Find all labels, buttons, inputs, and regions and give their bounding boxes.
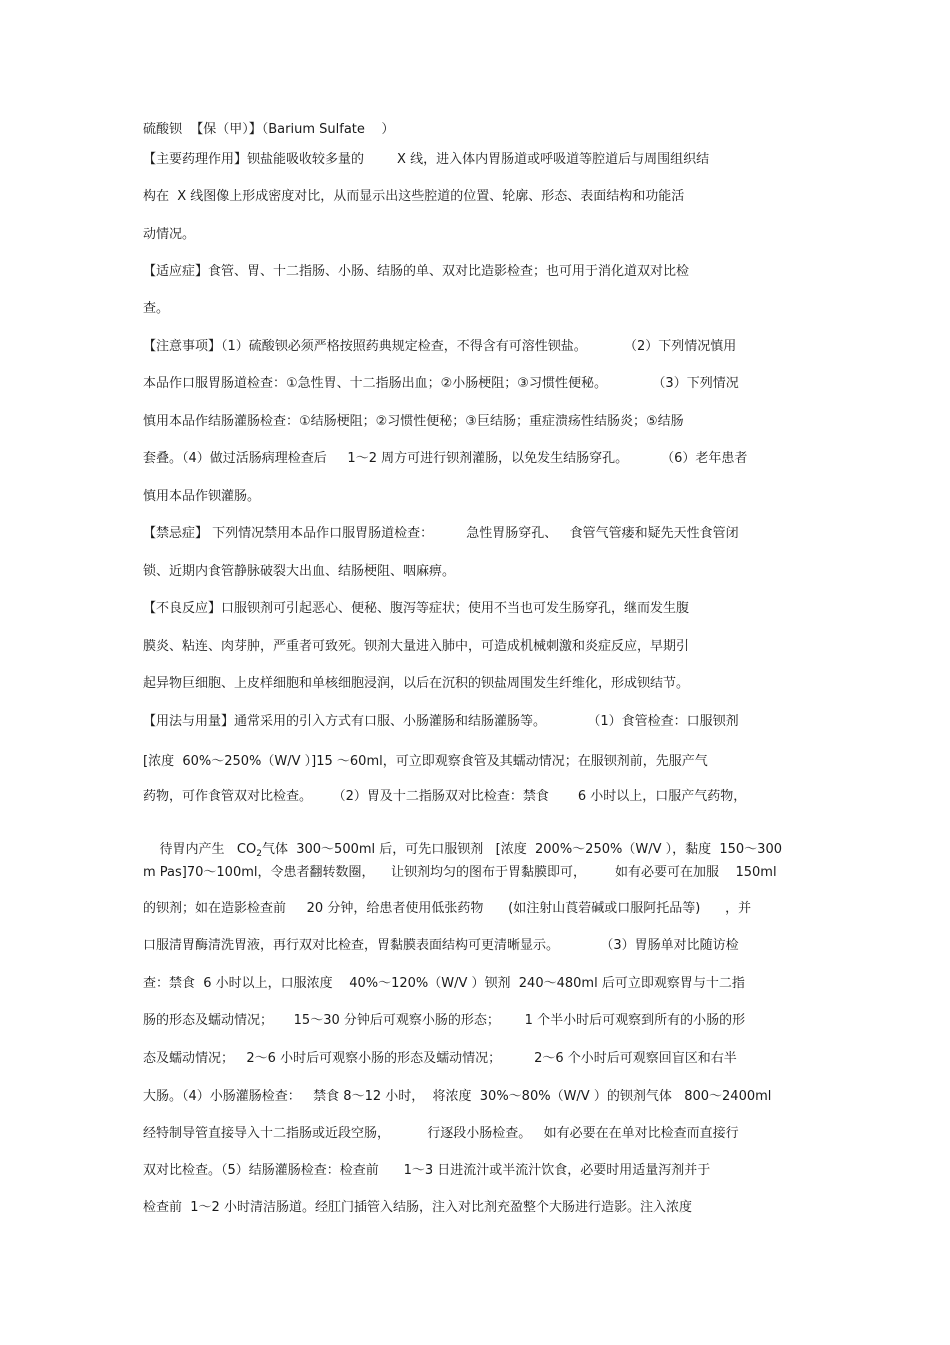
text-line: 的钡剂；如在造影检查前 20 分钟，给患者使用低张药物 (如注射山莨菪碱或口服阿托品等) ，并 [143, 901, 752, 916]
text-line: 构在 X 线图像上形成密度对比，从而显示出这些腔道的位置、轮廓、形态、表面结构和功能活 [143, 189, 685, 204]
text-line: 【主要药理作用】钡盐能吸收较多量的 X 线，进入体内胃肠道或呼吸道等腔道后与周围组织结 [143, 152, 710, 167]
text-line: 口服清胃酶清洗胃液，再行双对比检查，胃黏膜表面结构可更清晰显示。 （3）胃肠单对比随访检 [143, 938, 739, 953]
text-line: 查。 [143, 301, 170, 316]
text-line: 查：禁食 6 小时以上，口服浓度 40%～120%（W/V ）钡剂 240～480ml 后可立即观察胃与十二指 [143, 976, 745, 991]
text-line: 起异物巨细胞、上皮样细胞和单核细胞浸润，以后在沉积的钡盐周围发生纤维化，形成钡结节。 [143, 676, 690, 691]
text-line: 硫酸钡 【保（甲）】（Barium Sulfate ） [143, 122, 395, 137]
text-line: 态及蠕动情况； 2～6 小时后可观察小肠的形态及蠕动情况； 2～6 个小时后可观察回盲区和右半 [143, 1051, 737, 1066]
text-line: 经特制导管直接导入十二指肠或近段空肠， 行逐段小肠检查。 如有必要在在单对比检查而直接行 [143, 1126, 739, 1141]
subscript: 2 [256, 849, 262, 859]
text-line: 【用法与用量】通常采用的引入方式有口服、小肠灌肠和结肠灌肠等。 （1）食管检查：口服钡剂 [143, 714, 739, 729]
text-line: 动情况。 [143, 227, 196, 242]
text-line: 检查前 1～2 小时清洁肠道。经肛门插管入结肠，注入对比剂充盈整个大肠进行造影。注入浓度 [143, 1200, 692, 1215]
text-line: 膜炎、粘连、肉芽肿，严重者可致死。钡剂大量进入肺中，可造成机械刺激和炎症反应，早期引 [143, 639, 690, 654]
text-line: 本品作口服胃肠道检查：①急性胃、十二指肠出血；②小肠梗阻；③习惯性便秘。 （3）下列情况 [143, 376, 739, 391]
text-line: 套叠。（4）做过活肠病理检查后 1～2 周方可进行钡剂灌肠，以免发生结肠穿孔。 （6）老年患者 [143, 451, 748, 466]
text-segment: 待胃内产生 CO [159, 842, 257, 857]
text-line: 药物，可作食管双对比检查。 （2）胃及十二指肠双对比检查：禁食 6 小时以上，口服产气药物， [143, 789, 747, 804]
text-line: 【注意事项】（1）硫酸钡必须严格按照药典规定检查，不得含有可溶性钡盐。 （2）下列情况慎用 [143, 339, 737, 354]
text-line: 大肠。（4）小肠灌肠检查： 禁食 8～12 小时， 将浓度 30%～80%（W/V ）的钡剂气体 800～2400ml [143, 1089, 772, 1104]
text-line: 慎用本品作钡灌肠。 [143, 489, 261, 504]
text-line: m Pas]70～100ml，令患者翻转数圈， 让钡剂均匀的图布于胃黏膜即可， 如有必要可在加服 150ml [143, 865, 777, 880]
text-line: 双对比检查。（5）结肠灌肠检查：检查前 1～3 日进流汁或半流汁饮食，必要时用适量泻剂并于 [143, 1163, 711, 1178]
text-line: 【禁忌症】 下列情况禁用本品作口服胃肠道检查： 急性胃肠穿孔、 食管气管瘘和疑先天性食管闭 [143, 526, 739, 541]
text-line: 锁、近期内食管静脉破裂大出血、结肠梗阻、咽麻痹。 [143, 564, 456, 579]
text-line: 肠的形态及蠕动情况； 15～30 分钟后可观察小肠的形态； 1 个半小时后可观察到所有的小肠的形 [143, 1013, 746, 1028]
text-line: [浓度 60%～250%（W/V ）]15 ～60ml，可立即观察食管及其蠕动情况；在服钡剂前，先服产气 [143, 754, 708, 769]
text-segment: 气体 300～500ml 后，可先口服钡剂 [浓度 200%～250%（W/V ），黏度 150～300 [261, 842, 782, 857]
text-line: 慎用本品作结肠灌肠检查：①结肠梗阻；②习惯性便秘；③巨结肠；重症溃疡性结肠炎；⑤结肠 [143, 414, 684, 429]
text-line: 【适应症】食管、胃、十二指肠、小肠、结肠的单、双对比造影检查；也可用于消化道双对比检 [143, 264, 690, 279]
text-line: 【不良反应】口服钡剂可引起恶心、便秘、腹泻等症状；使用不当也可发生肠穿孔，继而发生腹 [143, 601, 690, 616]
